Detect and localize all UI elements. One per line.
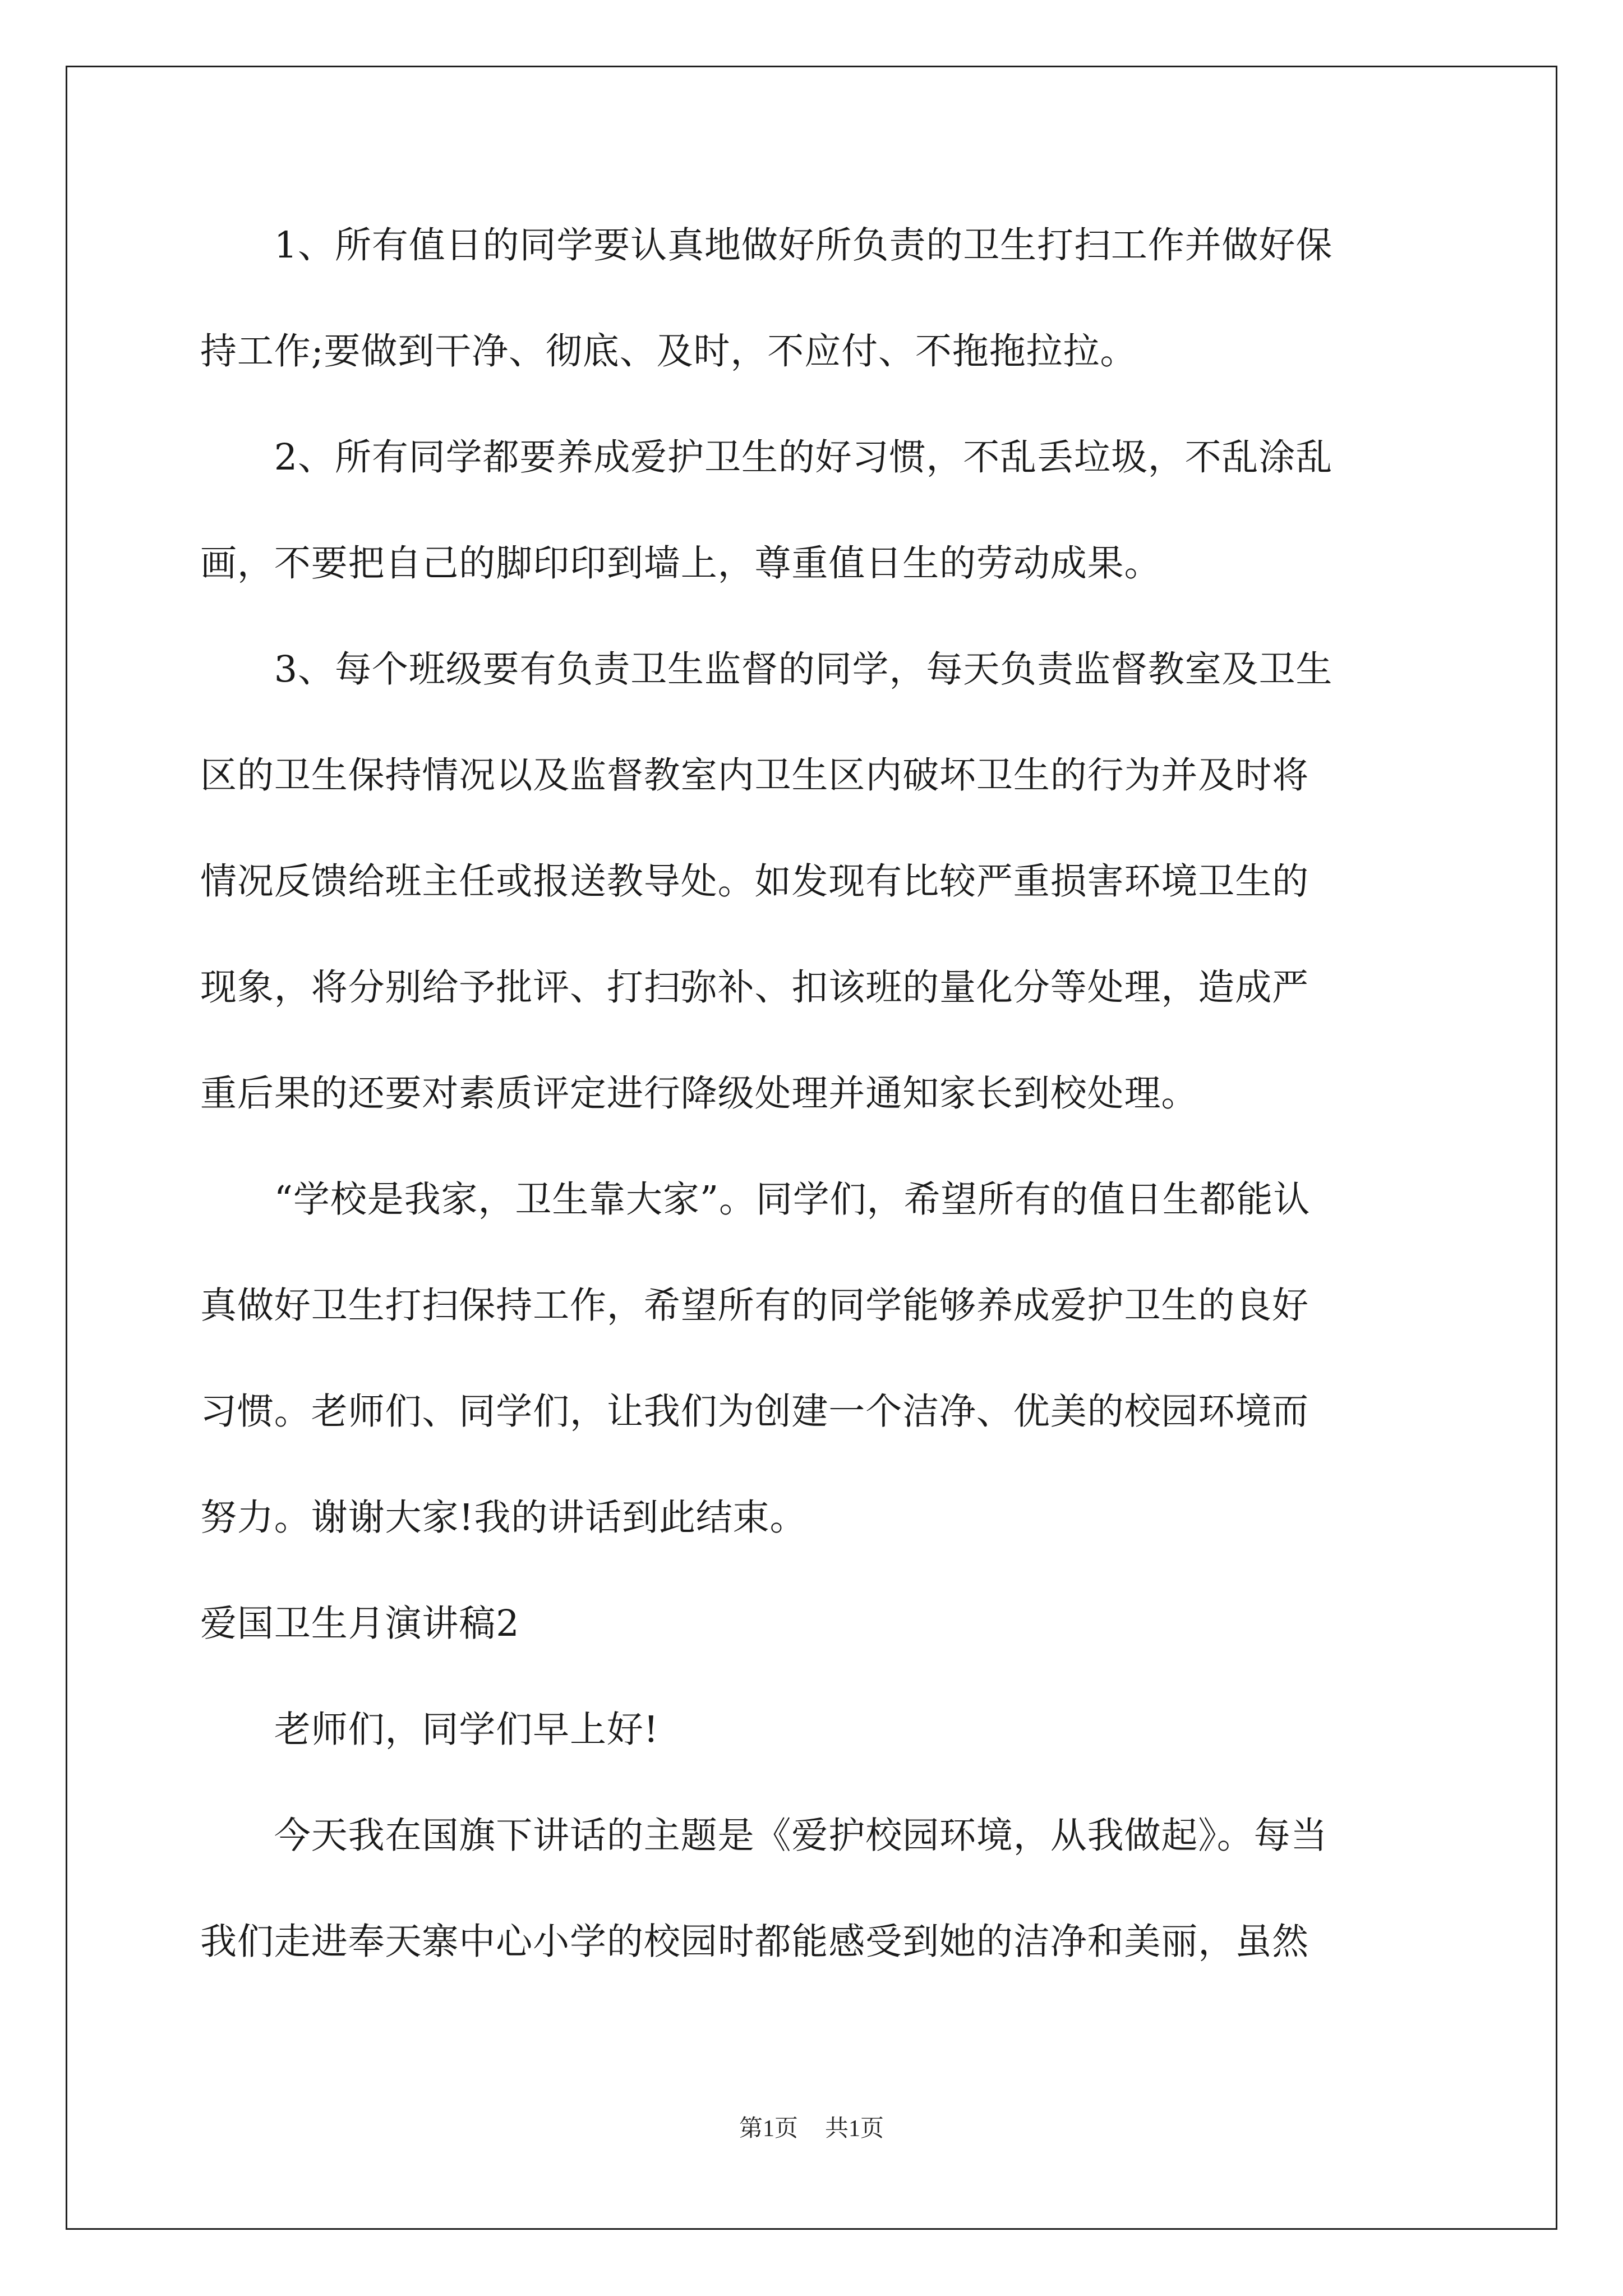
text-line: 画，不要把自己的脚印印到墙上，尊重值日生的劳动成果。 bbox=[200, 542, 1161, 585]
text-line: 2、所有同学都要养成爱护卫生的好习惯，不乱丢垃圾，不乱涂乱 bbox=[200, 436, 1333, 478]
text-line: 现象，将分别给予批评、打扫弥补、扣该班的量化分等处理，造成严 bbox=[200, 967, 1310, 1009]
page-border bbox=[66, 66, 1557, 2230]
text-line: 情况反馈给班主任或报送教导处。如发现有比较严重损害环境卫生的 bbox=[200, 861, 1310, 903]
text-line: 1、所有值日的同学要认真地做好所负责的卫生打扫工作并做好保 bbox=[200, 224, 1333, 266]
text-line: 习惯。老师们、同学们，让我们为创建一个洁净、优美的校园环境而 bbox=[200, 1391, 1310, 1433]
text-line: 努力。谢谢大家!我的讲话到此结束。 bbox=[200, 1497, 807, 1539]
text-line: 真做好卫生打扫保持工作，希望所有的同学能够养成爱护卫生的良好 bbox=[200, 1285, 1310, 1327]
page-number: 第1页 bbox=[739, 2116, 798, 2142]
page-footer bbox=[0, 2112, 1623, 2146]
text-line: “学校是我家，卫生靠大家”。同学们，希望所有的值日生都能认 bbox=[200, 1179, 1311, 1221]
text-line: 重后果的还要对素质评定进行降级处理并通知家长到校处理。 bbox=[200, 1073, 1198, 1115]
text-line: 3、每个班级要有负责卫生监督的同学，每天负责监督教室及卫生 bbox=[200, 648, 1333, 691]
text-line: 老师们，同学们早上好! bbox=[200, 1709, 659, 1751]
text-line: 区的卫生保持情况以及监督教室内卫生区内破坏卫生的行为并及时将 bbox=[200, 754, 1310, 797]
section-heading: 爱国卫生月演讲稿2 bbox=[200, 1603, 520, 1645]
text-line: 我们走进奉天寨中心小学的校园时都能感受到她的洁净和美丽，虽然 bbox=[200, 1921, 1310, 1963]
text-line: 今天我在国旗下讲话的主题是《爱护校园环境，从我做起》。每当 bbox=[200, 1815, 1328, 1857]
text-line: 持工作;要做到干净、彻底、及时，不应付、不拖拖拉拉。 bbox=[200, 330, 1137, 372]
page-total: 共1页 bbox=[825, 2116, 884, 2142]
